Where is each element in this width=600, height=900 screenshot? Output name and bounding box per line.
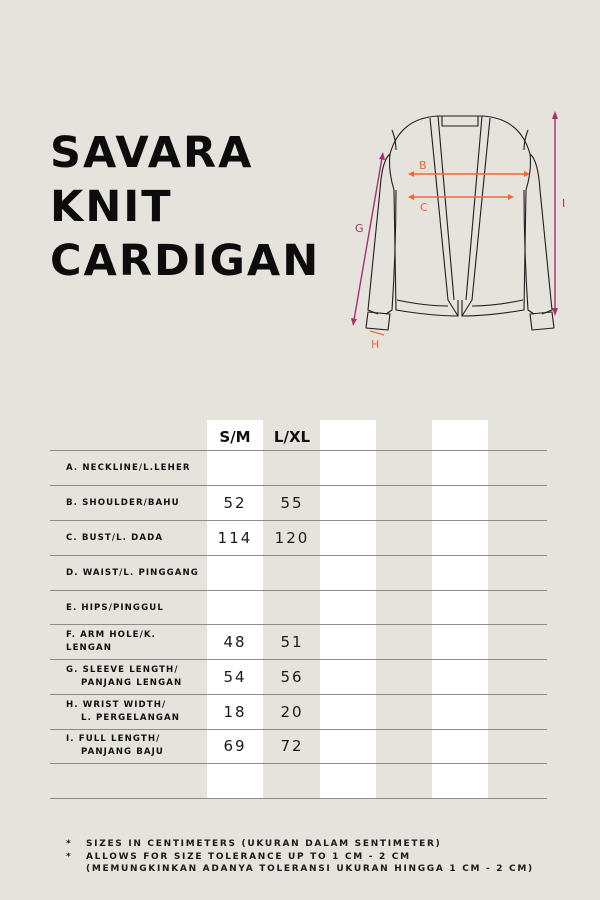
cell-bust-lxl: 120 xyxy=(274,529,310,547)
row-label-text: G. SLEEVE LENGTH/ xyxy=(66,665,179,675)
cell-neckline-sm xyxy=(207,451,263,485)
cell-wrist-sm: 18 xyxy=(223,703,247,721)
measure-c-arrow xyxy=(408,194,514,200)
note-centimeters: SIZES IN CENTIMETERS (UKURAN DALAM SENTIMETER) xyxy=(86,839,442,849)
cell-hips-sm xyxy=(207,591,263,625)
title-line-3: CARDIGAN xyxy=(50,236,321,286)
measure-g-arrow xyxy=(351,152,385,326)
label-i: I xyxy=(562,197,566,210)
cell-hips-lxl xyxy=(264,591,320,625)
size-notes xyxy=(66,838,534,876)
row-label-neckline xyxy=(66,451,206,485)
row-label-text-2: PANJANG LENGAN xyxy=(81,678,183,688)
column-header-lxl: L/XL xyxy=(273,428,311,446)
cell-armhole-lxl: 51 xyxy=(280,633,304,651)
measure-i-arrow xyxy=(552,111,558,316)
row-label-text: H. WRIST WIDTH/ xyxy=(66,700,167,710)
row-label-text: A. NECKLINE/L.LEHER xyxy=(66,462,191,473)
row-label-text-2: L. PERGELANGAN xyxy=(81,713,181,723)
row-label-wrist-width xyxy=(66,695,206,729)
note-tolerance: ALLOWS FOR SIZE TOLERANCE UP TO 1 CM - 2 CM xyxy=(86,851,411,862)
product-title xyxy=(50,126,320,288)
label-b: B xyxy=(419,159,427,172)
cell-shoulder-lxl: 55 xyxy=(280,494,304,512)
row-label-sleeve-length xyxy=(66,660,206,694)
cell-length-lxl: 72 xyxy=(280,737,304,755)
row-label-armhole xyxy=(66,625,206,659)
row-label-text: E. HIPS/PINGGUL xyxy=(66,602,164,613)
cell-length-sm: 69 xyxy=(223,737,247,755)
bullet-star-icon: * xyxy=(66,851,73,862)
row-label-text-2: PANJANG BAJU xyxy=(81,747,165,757)
divider xyxy=(50,763,547,764)
row-label-text: D. WAIST/L. PINGGANG xyxy=(66,567,199,578)
cell-bust-sm: 114 xyxy=(217,529,253,547)
cell-sleeve-sm: 54 xyxy=(223,668,247,686)
cell-armhole-sm: 48 xyxy=(223,633,247,651)
cell-waist-sm xyxy=(207,556,263,590)
label-c: C xyxy=(420,201,428,214)
divider xyxy=(50,798,547,799)
cell-wrist-lxl: 20 xyxy=(280,703,304,721)
column-bg-5 xyxy=(432,420,488,798)
title-line-2: KNIT xyxy=(50,182,173,232)
note-tolerance-id: (MEMUNGKINKAN ADANYA TOLERANSI UKURAN HINGGA 1 CM - 2 CM) xyxy=(86,864,534,874)
cell-waist-lxl xyxy=(264,556,320,590)
cell-shoulder-sm: 52 xyxy=(223,494,247,512)
label-h: H xyxy=(371,338,380,351)
row-label-text: F. ARM HOLE/K. LENGAN xyxy=(66,630,156,653)
row-label-text: I. FULL LENGTH/ xyxy=(66,734,161,744)
row-label-hips xyxy=(66,591,206,625)
label-g: G xyxy=(355,222,364,235)
row-label-bust xyxy=(66,521,206,555)
row-label-shoulder xyxy=(66,486,206,520)
cell-neckline-lxl xyxy=(264,451,320,485)
bullet-star-icon: * xyxy=(66,839,73,849)
title-line-1: SAVARA xyxy=(50,128,254,178)
cardigan-outline-icon xyxy=(366,116,554,330)
row-label-waist xyxy=(66,556,206,590)
column-bg-3 xyxy=(320,420,376,798)
row-label-text: B. SHOULDER/BAHU xyxy=(66,497,180,508)
column-header-sm: S/M xyxy=(219,428,251,446)
cardigan-measurement-diagram xyxy=(340,100,580,360)
row-label-full-length xyxy=(66,729,206,763)
cell-sleeve-lxl: 56 xyxy=(280,668,304,686)
measure-h-arrow xyxy=(370,331,384,335)
row-label-text: C. BUST/L. DADA xyxy=(66,532,164,543)
